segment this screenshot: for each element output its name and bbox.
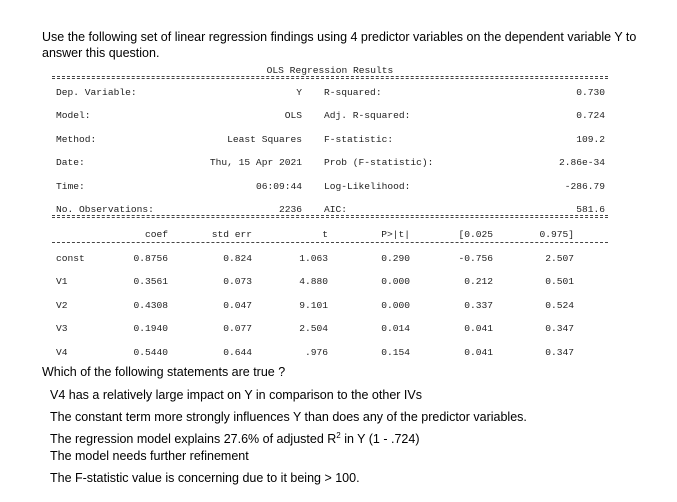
t-value: 1.063 (299, 253, 328, 264)
superscript: 2 (336, 431, 341, 440)
stat-value: 2236 (278, 204, 302, 215)
p-value: 0.000 (381, 300, 410, 311)
stat-label: Model: (56, 110, 91, 121)
p-value: 0.000 (381, 276, 410, 287)
stat-value: OLS (284, 110, 302, 121)
question-text: Use the following set of linear regression findings using 4 predictor variables on the dependent variable Y to answer this question. (42, 30, 637, 60)
stat-label: R-squared: (324, 87, 382, 98)
coef-row-name: const (56, 253, 85, 264)
stat-value: 0.730 (576, 87, 605, 98)
coef-row-name: V2 (56, 300, 68, 311)
answers-question: Which of the following statements are true ? (42, 365, 286, 379)
stat-value: -286.79 (564, 181, 605, 192)
stat-value: 0.724 (576, 110, 605, 121)
coef-header: 0.975] (539, 229, 574, 240)
stat-value: 581.6 (576, 204, 605, 215)
divider (52, 215, 608, 218)
ci-high-value: 0.501 (545, 276, 574, 287)
stat-value: Least Squares (227, 134, 302, 145)
std-err-value: 0.047 (223, 300, 252, 311)
answer-option-text: The regression model explains 27.6% of adjusted R (50, 432, 337, 446)
coef-header: [0.025 (458, 229, 493, 240)
t-value: .976 (304, 347, 328, 358)
coef-value: 0.8756 (133, 253, 168, 264)
ci-low-value: -0.756 (458, 253, 493, 264)
answer-option[interactable]: The model needs further refinement (50, 449, 249, 463)
answer-option[interactable]: V4 has a relatively large impact on Y in comparison to the other IVs (50, 388, 422, 402)
coef-header: t (322, 229, 328, 240)
p-value: 0.014 (381, 323, 410, 334)
stat-value: 109.2 (576, 134, 605, 145)
coef-row-name: V4 (56, 347, 68, 358)
stat-label: AIC: (324, 204, 348, 215)
divider (52, 76, 608, 79)
coef-value: 0.1940 (133, 323, 168, 334)
stat-label: Adj. R-squared: (324, 110, 411, 121)
ci-low-value: 0.041 (464, 323, 493, 334)
stat-label: Dep. Variable: (56, 87, 137, 98)
coef-header: std err (211, 229, 252, 240)
stat-value: 2.86e-34 (558, 157, 605, 168)
std-err-value: 0.073 (223, 276, 252, 287)
divider (52, 242, 608, 243)
stat-label: Time: (56, 181, 85, 192)
ols-title: OLS Regression Results (266, 65, 394, 76)
ci-high-value: 0.347 (545, 323, 574, 334)
std-err-value: 0.644 (223, 347, 252, 358)
ci-high-value: 0.347 (545, 347, 574, 358)
coef-value: 0.5440 (133, 347, 168, 358)
ci-high-value: 2.507 (545, 253, 574, 264)
coef-value: 0.3561 (133, 276, 168, 287)
stat-value: Y (296, 87, 302, 98)
coef-header: coef (144, 229, 168, 240)
t-value: 2.504 (299, 323, 328, 334)
answer-option-text: in Y (1 - .724) (340, 432, 420, 446)
stat-value: Thu, 15 Apr 2021 (209, 157, 302, 168)
ci-low-value: 0.041 (464, 347, 493, 358)
stat-label: Log-Likelihood: (324, 181, 411, 192)
ols-results-table (52, 62, 608, 362)
stat-label: F-statistic: (324, 134, 394, 145)
t-value: 4.880 (299, 276, 328, 287)
coef-header: P>|t| (381, 229, 410, 240)
coef-row-name: V1 (56, 276, 68, 287)
answer-option[interactable] (50, 431, 419, 447)
t-value: 9.101 (299, 300, 328, 311)
p-value: 0.290 (381, 253, 410, 264)
ci-high-value: 0.524 (545, 300, 574, 311)
ci-low-value: 0.337 (464, 300, 493, 311)
coef-row-name: V3 (56, 323, 68, 334)
std-err-value: 0.077 (223, 323, 252, 334)
ci-low-value: 0.212 (464, 276, 493, 287)
stat-label: Method: (56, 134, 97, 145)
answer-option[interactable]: The F-statistic value is concerning due to it being > 100. (50, 471, 360, 485)
p-value: 0.154 (381, 347, 410, 358)
stat-label: Date: (56, 157, 85, 168)
stat-label: No. Observations: (56, 204, 154, 215)
answer-option[interactable]: The constant term more strongly influences Y than does any of the predictor variables. (50, 410, 527, 424)
std-err-value: 0.824 (223, 253, 252, 264)
coef-value: 0.4308 (133, 300, 168, 311)
stat-value: 06:09:44 (255, 181, 302, 192)
stat-label: Prob (F-statistic): (324, 157, 434, 168)
